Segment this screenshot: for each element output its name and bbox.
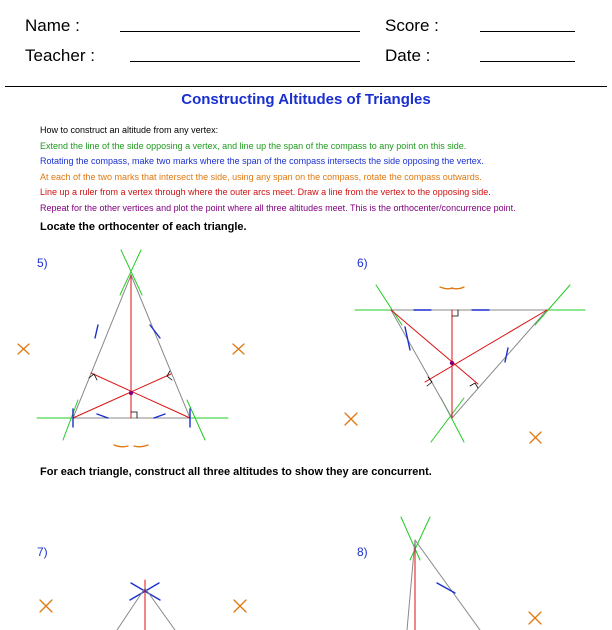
- page-title: Constructing Altitudes of Triangles: [181, 91, 431, 108]
- score-label: Score :: [385, 16, 439, 35]
- instruction-step-5: Repeat for the other vertices and plot the point where all three altitudes meet. This is the orthocenter/concurrence point.: [40, 202, 516, 213]
- problem-number-6: 6): [357, 256, 368, 270]
- figure-problem-7: [40, 580, 246, 630]
- figure-problem-8: [401, 517, 541, 630]
- instruction-intro: How to construct an altitude from any vertex:: [40, 125, 219, 135]
- instruction-step-1: Extend the line of the side opposing a vertex, and line up the span of the compass to any point on this side.: [40, 140, 467, 151]
- problem-number-8: 8): [357, 545, 368, 559]
- date-label: Date :: [385, 46, 431, 65]
- figure-problem-6: [345, 285, 585, 443]
- figure-problem-5: [18, 250, 244, 447]
- triangle-6: [391, 310, 547, 418]
- section-heading-construct: For each triangle, construct all three altitudes to show they are concurrent.: [40, 466, 432, 478]
- teacher-label: Teacher :: [25, 46, 95, 65]
- section-heading-locate: Locate the orthocenter of each triangle.: [40, 221, 247, 233]
- instruction-step-2: Rotating the compass, make two marks where the span of the compass intersects the side opposing the vertex.: [40, 156, 484, 166]
- problem-number-7: 7): [37, 545, 48, 559]
- orthocenter-5: [129, 391, 133, 395]
- instruction-step-3: At each of the two marks that intersect the side, using any span on the compass, rotate the compass outwards.: [40, 171, 482, 182]
- orthocenter-6: [450, 361, 454, 365]
- problem-number-5: 5): [37, 256, 48, 270]
- name-label: Name :: [25, 16, 80, 35]
- instruction-step-4: Line up a ruler from a vertex through where the outer arcs meet. Draw a line from the vertex to the opposing side.: [40, 187, 491, 197]
